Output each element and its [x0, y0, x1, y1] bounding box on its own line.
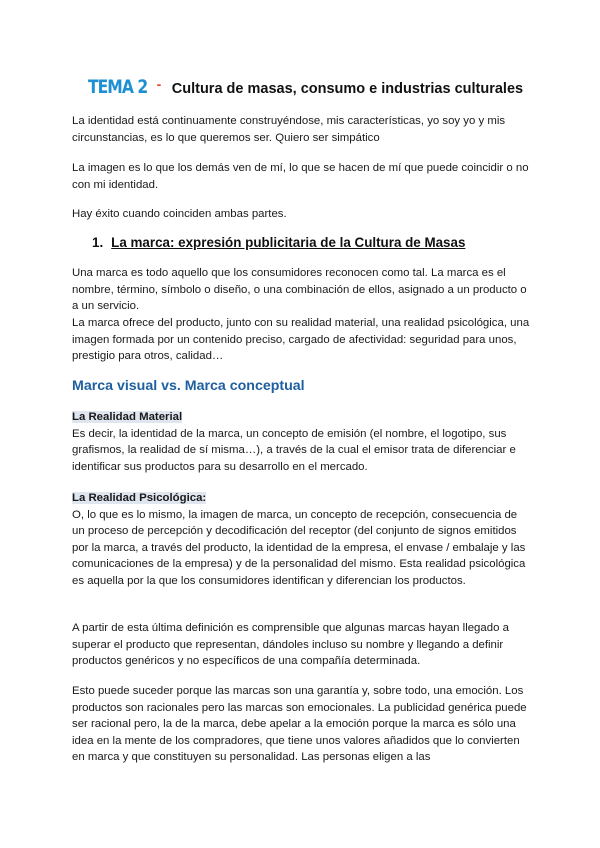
intro-paragraph-2: La imagen es lo que los demás ven de mí, lo que se hacen de mí que puede coincidir o no con mi identidad. — [72, 162, 529, 191]
title-text: Cultura de masas, consumo e industrias culturales — [171, 81, 524, 97]
psicologica-block — [72, 490, 532, 590]
intro-paragraph-1: La identidad está continuamente construyéndose, mis características, yo soy yo y mis circunstancias, es lo que queremos ser. Quiero ser simpático — [72, 115, 506, 144]
material-text: Es decir, la identidad de la marca, un concepto de emisión (el nombre, el logotipo, sus grafismos, la realidad de sí misma…), a través de la cual el emisor trata de diferenciar e identificar sus productos para su desarrollo en el mercado. — [72, 427, 516, 473]
title-dash: - — [156, 76, 162, 92]
material-block — [72, 409, 532, 475]
intro-paragraph-3: Hay éxito cuando coinciden ambas partes. — [72, 208, 287, 220]
subsection-heading: Marca visual vs. Marca conceptual — [72, 378, 305, 394]
material-label: La Realidad Material — [72, 411, 183, 423]
paragraph-garantia: Esto puede suceder porque las marcas son una garantía y, sobre todo, una emoción. Los productos son racionales pero las marcas son emocionales. La publicidad genérica puede ser racional pero, la de la marca, debe apelar a la emoción porque la marca es sólo una idea en la mente de los compradores, que tiene unos valores añadidos que lo convierten en marca y que constituyen su personalidad. Las personas eligen a las — [72, 685, 527, 764]
section-1-number: 1. — [92, 235, 104, 250]
psicologica-label: La Realidad Psicológica: — [72, 492, 207, 504]
document-title — [88, 76, 523, 98]
title-tema: TEMA 2 — [88, 76, 148, 98]
section-1-paragraph-1: Una marca es todo aquello que los consumidores reconocen como tal. La marca es el nombre, término, símbolo o diseño, o una combinación de ellos, asignado a un producto o a un servicio. — [72, 267, 527, 313]
section-1-title: La marca: expresión publicitaria de la Cultura de Masas — [111, 235, 466, 250]
psicologica-text: O, lo que es lo mismo, la imagen de marca, un concepto de recepción, consecuencia de un proceso de percepción y decodificación del receptor (del conjunto de signos emitidos por la marca, a través del producto, la identidad de la empresa, el envase / embalaje y las comunicaciones de la empresa) y de la personalidad del mismo. Esta realidad psicológica es aquella por la que los consumidores identifican y diferencian los productos. — [72, 508, 526, 587]
section-1-heading — [92, 235, 465, 250]
section-1-paragraph-2: La marca ofrece del producto, junto con su realidad material, una realidad psicológica, una imagen formada por un contenido preciso, cargado de afectividad: seguridad para unos, prestigio para otros, calidad… — [72, 317, 530, 363]
paragraph-definicion: A partir de esta última definición es comprensible que algunas marcas hayan llegado a superar el producto que representan, dándoles incluso su nombre y llegando a definir productos genéricos y no específicos de una compañía determinada. — [72, 622, 509, 668]
